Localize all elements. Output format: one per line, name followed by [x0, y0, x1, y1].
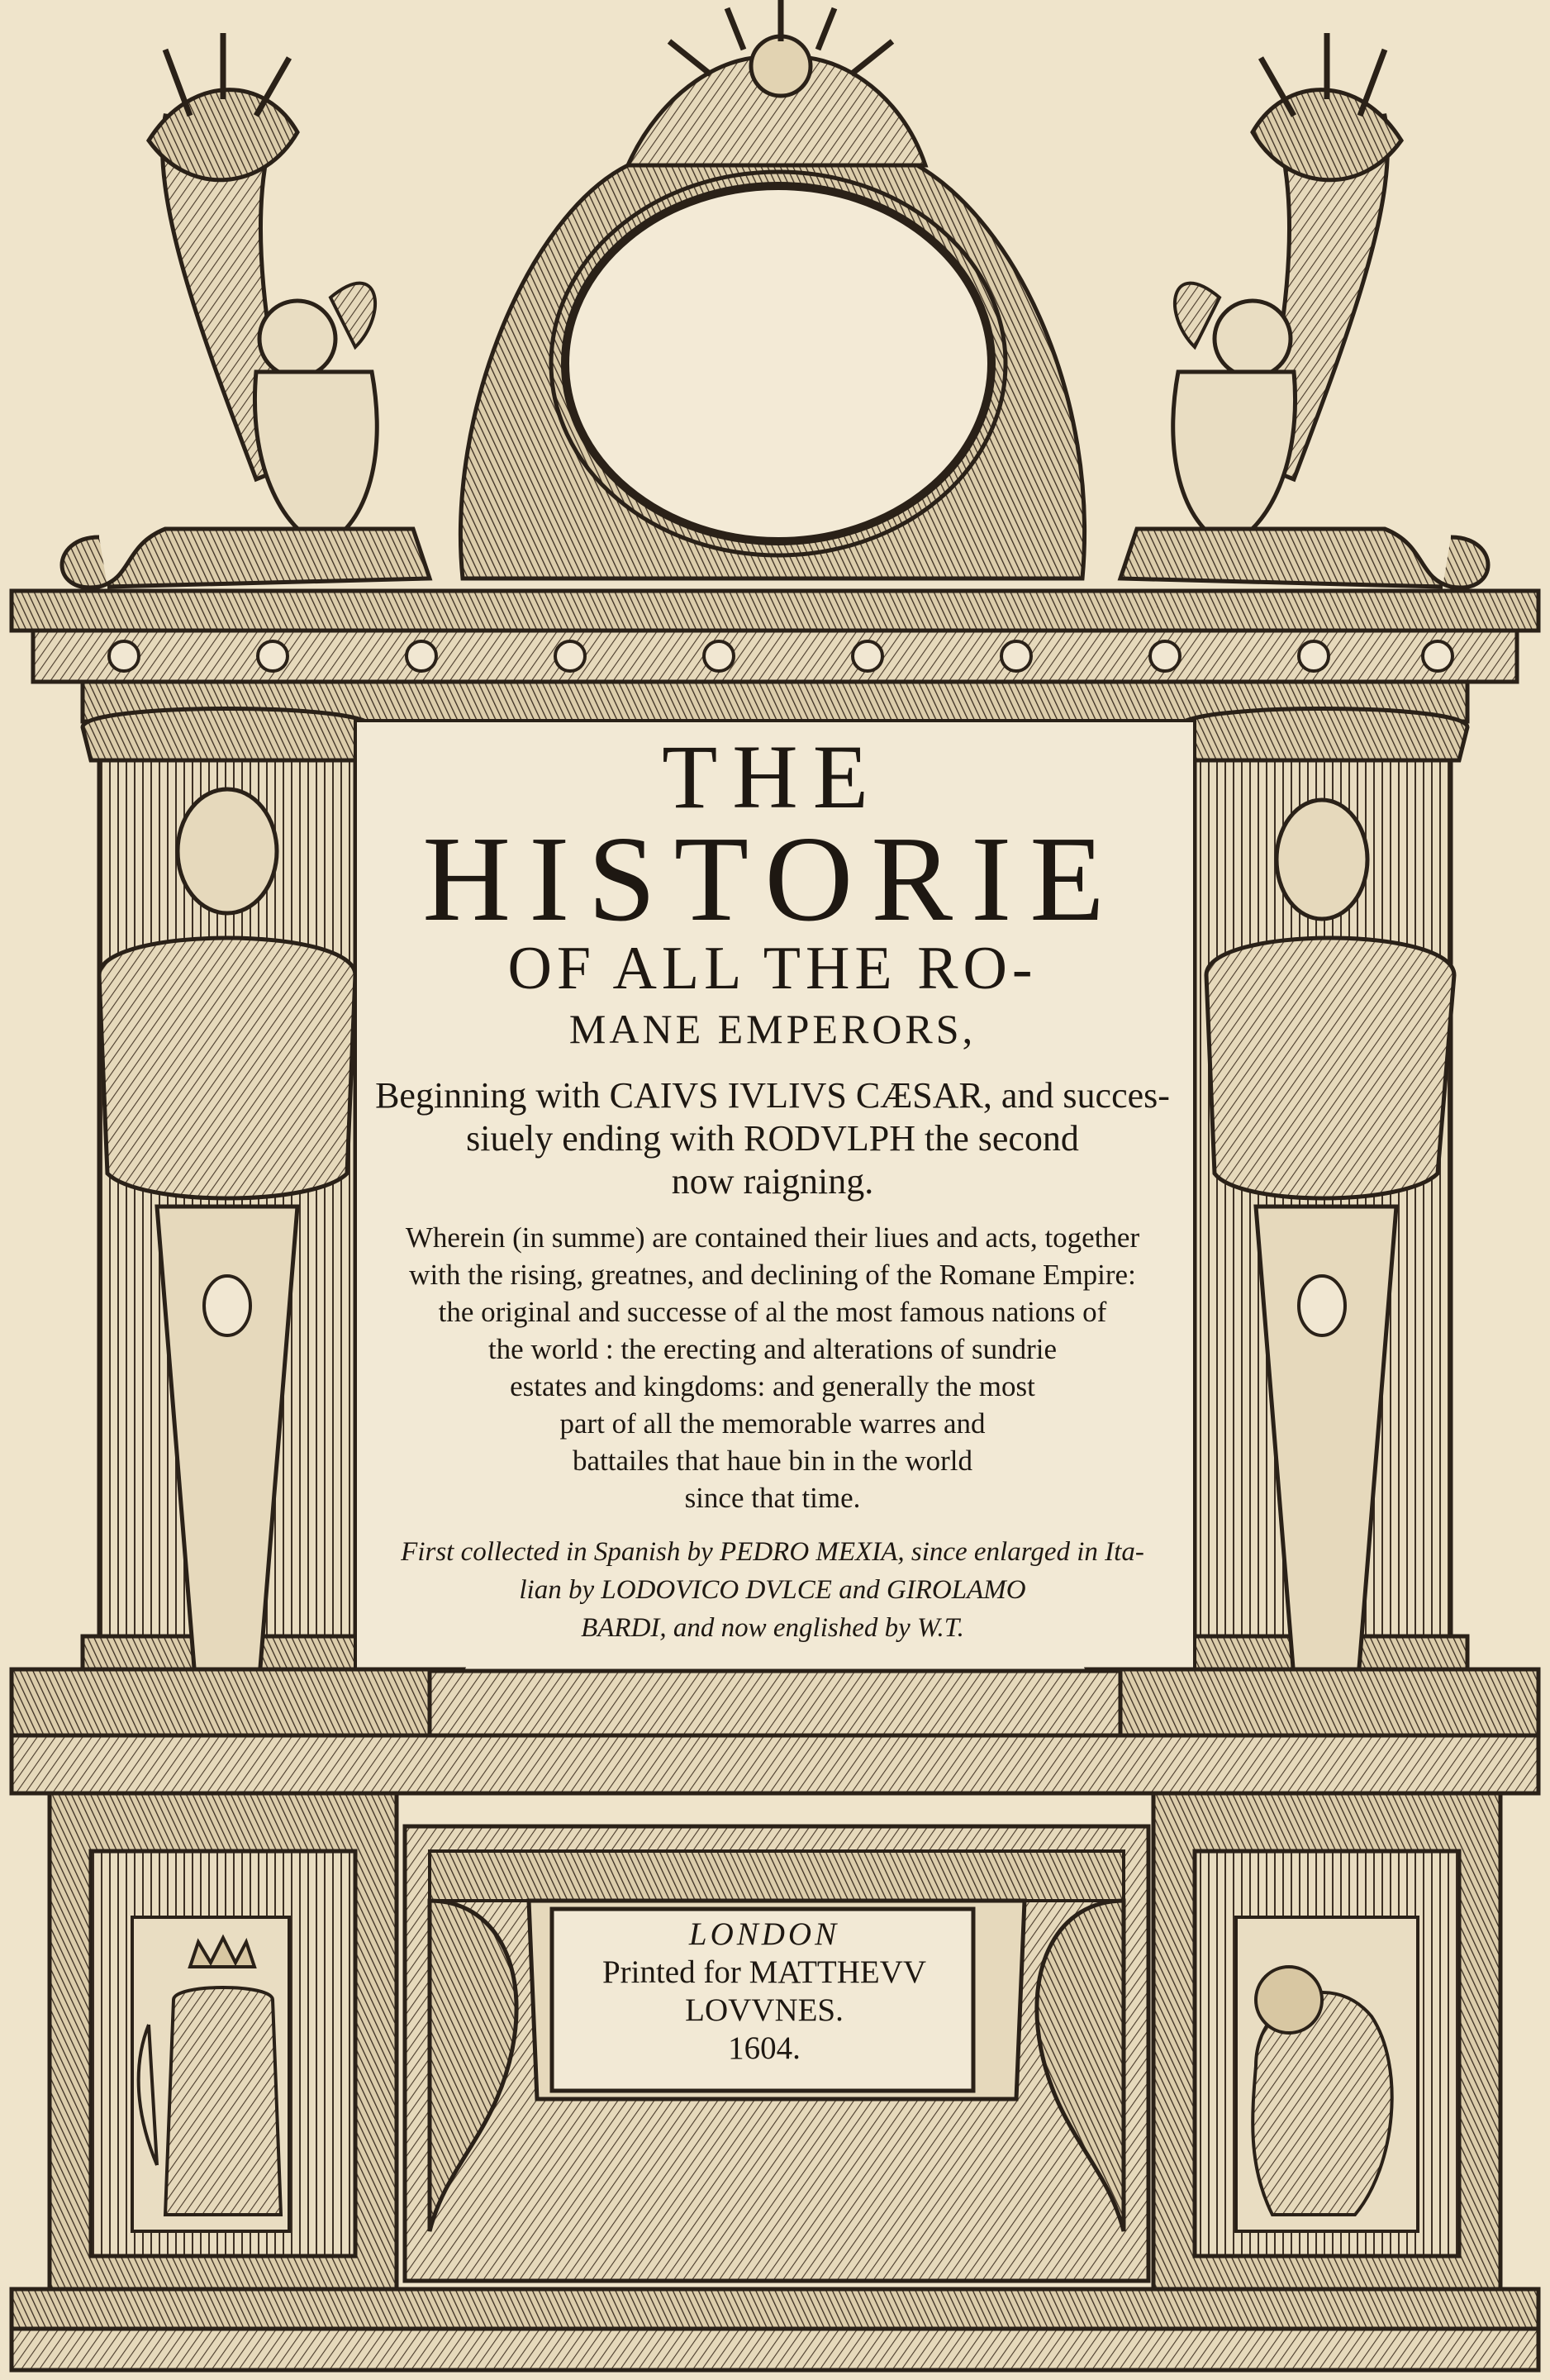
left-pilaster: [83, 709, 372, 1720]
title-historie: HISTORIE: [422, 812, 1123, 947]
title-the: THE: [662, 726, 883, 827]
subtitle-line-3: now raigning.: [671, 1161, 874, 1202]
description: [347, 1219, 1198, 1516]
description-line-5: estates and kingdoms: and generally the most: [510, 1370, 1035, 1402]
description-line-4: the world : the erecting and alterations of sundrie: [487, 1333, 1058, 1365]
description-line-7: battailes that haue bin in the world: [572, 1445, 973, 1477]
credits-line-2: lian by LODOVICO DVLCE and GIROLAMO: [519, 1575, 1026, 1605]
imprint-printer: Printed for MATTHEVV: [601, 1954, 927, 1990]
imprint-city: LONDON: [688, 1916, 840, 1952]
subtitle-line-2: siuely ending with RODVLPH the second: [466, 1118, 1079, 1159]
cornice: [12, 591, 1538, 721]
imprint-year: 1604.: [728, 2030, 801, 2066]
description-line-8: since that time.: [684, 1482, 861, 1514]
description-line-1: Wherein (in summe) are contained their liues and acts, together: [405, 1221, 1140, 1254]
credits-line-3: BARDI, and now englished by W.T.: [581, 1613, 964, 1643]
imprint-printer-2: LOVVNES.: [685, 1992, 844, 2028]
imprint: [562, 1916, 967, 2081]
right-pilaster: [1178, 709, 1467, 1720]
subtitle-line-1: Beginning with CAIVS IVLIVS CÆSAR, and succes-: [375, 1075, 1170, 1116]
title-block: [347, 727, 1198, 1661]
subtitle: [347, 1074, 1198, 1203]
title-line-3: OF ALL THE RO-: [507, 935, 1038, 1002]
credits-line-1: First collected in Spanish by PEDRO MEXIA, since enlarged in Ita-: [401, 1537, 1144, 1567]
description-line-6: part of all the memorable warres and: [559, 1407, 986, 1440]
description-line-3: the original and successe of al the most famous nations of: [438, 1296, 1107, 1328]
credits: [347, 1533, 1198, 1647]
title-line-4: MANE EMPERORS,: [568, 1006, 977, 1052]
description-line-2: with the rising, greatnes, and declining of the Romane Empire:: [409, 1259, 1136, 1291]
